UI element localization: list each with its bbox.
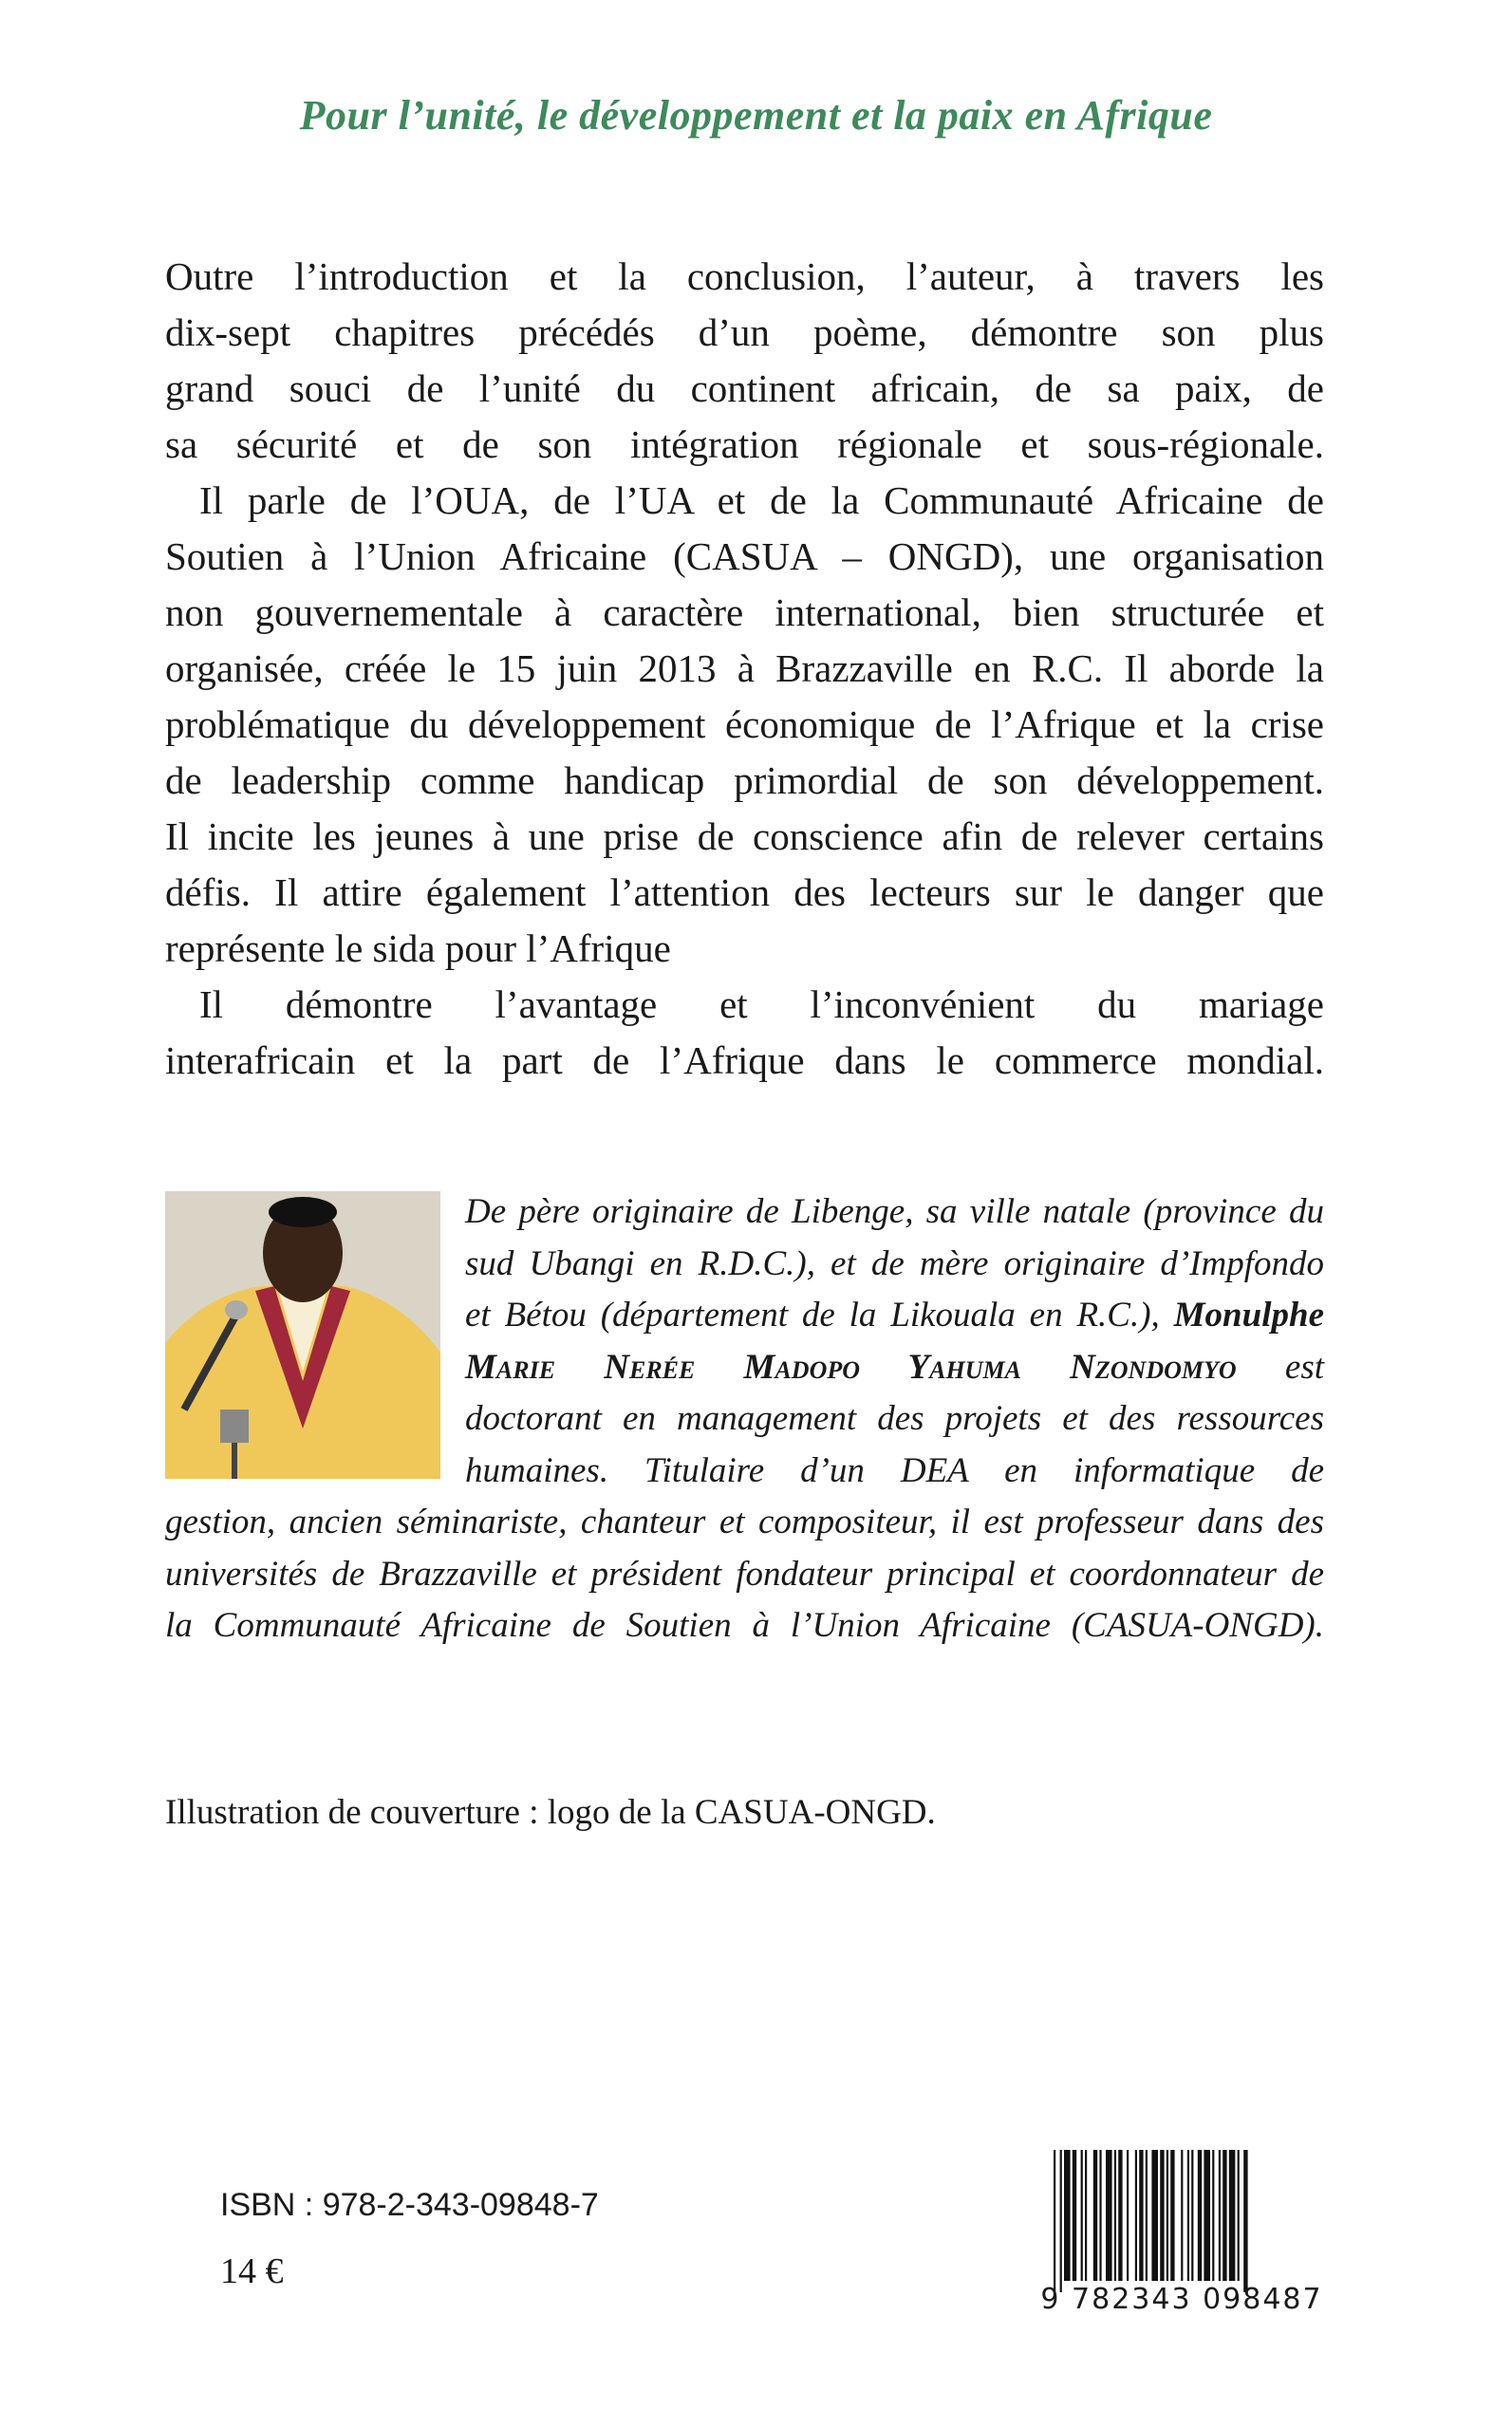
author-full-name: Marie Nerée Madopo Yahuma Nzondomyo	[465, 1347, 1237, 1387]
barcode	[1035, 2150, 1329, 2321]
barcode-bar	[1093, 2150, 1097, 2281]
barcode-bar	[1198, 2150, 1202, 2281]
barcode-bar	[1139, 2150, 1143, 2281]
bio-line	[465, 1290, 1324, 1342]
barcode-bar	[1106, 2150, 1112, 2281]
barcode-bar	[1073, 2150, 1076, 2281]
barcode-bar	[1212, 2150, 1214, 2281]
barcode-bar	[1243, 2150, 1247, 2292]
summary-line: Il incite les jeunes à une prise de conscience afin de relever certains	[165, 814, 1324, 858]
barcode-bar	[1127, 2150, 1129, 2281]
barcode-bar	[1238, 2150, 1240, 2281]
barcode-bar	[1064, 2150, 1071, 2281]
barcode-bar	[1219, 2150, 1221, 2281]
bio-line	[465, 1342, 1324, 1394]
barcode-bar	[1181, 2150, 1183, 2281]
summary-line: sa sécurité et de son intégration régionale et sous-régionale.	[165, 422, 1324, 466]
summary-line: représente le sida pour l’Afrique	[165, 926, 671, 970]
barcode-bar	[1099, 2150, 1101, 2281]
barcode-bar	[1135, 2150, 1137, 2281]
barcode-bar	[1146, 2150, 1148, 2281]
barcode-bar	[1204, 2150, 1210, 2281]
price: 14 €	[220, 2251, 284, 2291]
bio-line: universités de Brazzaville et président fondateur principal et coordonnateur de	[165, 1554, 1324, 1594]
barcode-bar	[1118, 2150, 1122, 2281]
isbn: ISBN : 978-2-343-09848-7	[220, 2187, 599, 2223]
author-first-name: Monulphe	[1173, 1296, 1324, 1335]
barcode-bar	[1223, 2150, 1226, 2281]
summary-line: dix-sept chapitres précédés d’un poème, démontre son plus	[165, 310, 1324, 354]
summary-line: non gouvernementale à caractère international, bien structurée et	[165, 590, 1324, 634]
summary-line: Il démontre l’avantage et l’inconvénient du mariage	[199, 982, 1324, 1026]
summary-line: défis. Il attire également l’attention des lecteurs sur le danger que	[165, 870, 1324, 914]
bio-line: gestion, ancien séminariste, chanteur et compositeur, il est professeur dans des	[165, 1503, 1324, 1541]
barcode-bar	[1085, 2150, 1087, 2281]
summary-line: interafricain et la part de l’Afrique dans le commerce mondial.	[165, 1038, 1324, 1082]
barcode-bar	[1170, 2150, 1174, 2281]
barcode-number: 9 782343 098487	[1040, 2283, 1323, 2316]
bio-line-text: est	[1284, 1347, 1324, 1387]
barcode-bar	[1167, 2150, 1168, 2281]
barcode-bar	[1151, 2150, 1158, 2281]
bio-line: doctorant en management des projets et des ressources	[465, 1399, 1324, 1438]
summary-line: organisée, créée le 15 juin 2013 à Brazzaville en R.C. Il aborde la	[165, 646, 1324, 690]
summary-line: problématique du développement économique de l’Afrique et la crise	[165, 702, 1324, 746]
barcode-bar	[1114, 2150, 1116, 2281]
book-tagline: Pour l’unité, le développement et la paix en Afrique	[299, 92, 1213, 139]
bio-line: humaines. Titulaire d’un DEA en informatique de	[465, 1450, 1324, 1490]
summary-text	[165, 249, 1324, 1089]
barcode-bar	[1187, 2150, 1189, 2281]
summary-line: Soutien à l’Union Africaine (CASUA – ONGD), une organisation	[165, 534, 1324, 578]
bio-line: la Communauté Africaine de Soutien à l’Union Africaine (CASUA-ONGD).	[165, 1606, 1324, 1645]
barcode-bar	[1191, 2150, 1193, 2281]
summary-line: grand souci de l’unité du continent africain, de sa paix, de	[165, 366, 1324, 410]
barcode-bar	[1229, 2150, 1236, 2281]
bio-line-text: et Bétou (département de la Likouala en R.C.),	[465, 1296, 1160, 1335]
barcode-bar	[1054, 2150, 1055, 2292]
barcode-bar	[1081, 2150, 1083, 2281]
cover-illustration-credit: Illustration de couverture : logo de la CASUA-ONGD.	[165, 1793, 936, 1832]
summary-line: Outre l’introduction et la conclusion, l’auteur, à travers les	[165, 254, 1324, 298]
summary-line: Il parle de l’OUA, de l’UA et de la Communauté Africaine de	[199, 478, 1324, 522]
summary-line: de leadership comme handicap primordial de son développement.	[165, 758, 1324, 802]
author-bio	[165, 1186, 1324, 1653]
barcode-bar	[1160, 2150, 1164, 2281]
bio-line: sud Ubangi en R.D.C.), et de mère originaire d’Impfondo	[465, 1243, 1324, 1283]
barcode-bar	[1060, 2150, 1062, 2292]
bio-line: De père originaire de Libenge, sa ville natale (province du	[465, 1192, 1324, 1231]
